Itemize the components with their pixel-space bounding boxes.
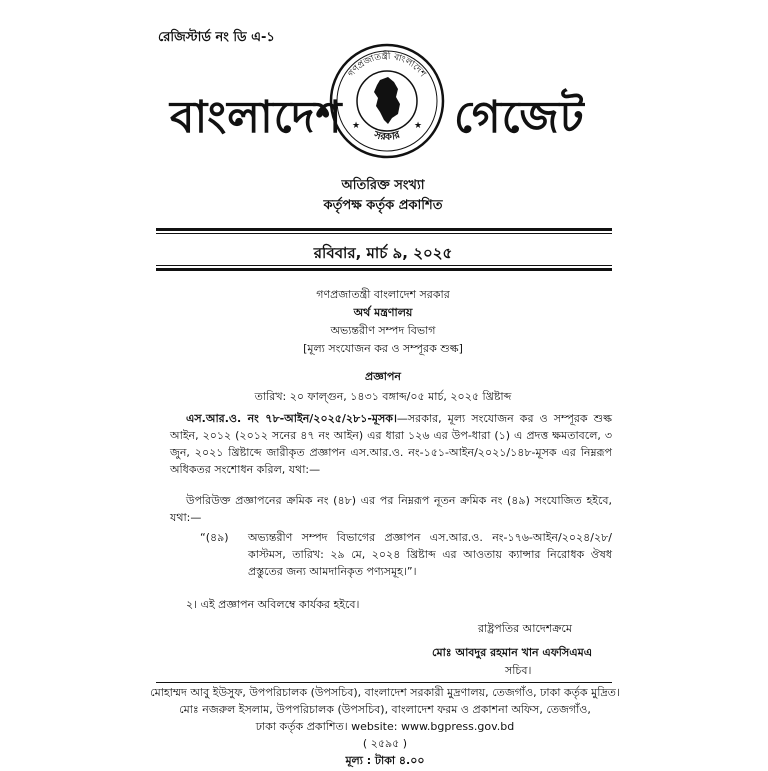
registration-number: রেজিস্টার্ড নং ডি এ-১ [158, 30, 275, 45]
notification-heading: প্রজ্ঞাপন [365, 370, 401, 383]
paragraph-2: উপরিউক্ত প্রজ্ঞাপনের ক্রমিক নং (৪৮) এর পর নিম্নরূপ নূতন ক্রমিক নং (৪৯) সংযোজিত হইবে, যথা:— [170, 494, 612, 524]
signatory-name: মোঃ আবদুর রহমান খান এফসিএমএ [432, 646, 593, 659]
header-rule-top-thin [156, 233, 612, 234]
gazette-date: রবিবার, মার্চ ৯, ২০২৫ [313, 244, 453, 262]
footer-website: ঢাকা কর্তৃক প্রকাশিত। website: www.bgpress.gov.bd [255, 720, 515, 733]
government-seal-logo [328, 42, 446, 160]
svg-text:গণপ্রজাতন্ত্রী বাংলাদেশ [347, 50, 428, 80]
seal-top-text: গণপ্রজাতন্ত্রী বাংলাদেশ [346, 51, 428, 80]
footer-publisher: মোঃ নজরুল ইসলাম, উপপরিচালক (উপসচিব), বাংলাদেশ ফরম ও প্রকাশনা অফিস, তেজগাঁও, [179, 703, 591, 716]
quote-serial: “(৪৯) [200, 531, 229, 544]
gazette-title-right: গেজেট [454, 92, 585, 143]
extra-issue [150, 176, 616, 216]
price: মূল্য : টাকা ৪.০০ [345, 754, 425, 767]
order-line: রাষ্ট্রপতির আদেশক্রমে [478, 622, 572, 635]
published-by: কর্তৃপক্ষ কর্তৃক প্রকাশিত [323, 198, 443, 213]
government-name: গণপ্রজাতন্ত্রী বাংলাদেশ সরকার [316, 288, 450, 301]
paragraph-1-text: —সরকার, মূল্য সংযোজন কর ও সম্পূরক শুল্ক আইন, ২০১২ (২০১২ সনের ৪৭ নং আইন) এর ধারা ১২৬ এর উপ-ধারা (১) এ প্রদত্ত ক্ষমতাবলে, ৩ জুন, ২০২১ খ্রিষ্টাব্দে জারীকৃত প্রজ্ঞাপন এস.আর.ও. নং-১৫১-আইন/২০২১/১৪৮-মূসক এর নিম্নরূপ অধিকতর সংশোধন করিল, যথা:— [170, 412, 612, 476]
bangladesh-map-icon [374, 77, 400, 124]
sro-reference: এস.আর.ও. নং ৭৮-আইন/২০২৫/২৮১-মূসক। [186, 412, 397, 425]
seal-bottom-text: সরকার [372, 129, 402, 144]
notification-date: তারিখ: ২০ ফাল্গুন, ১৪৩১ বঙ্গাব্দ/০৫ মার্চ, ২০২৫ খ্রিষ্টাব্দ [254, 390, 512, 403]
footer-rule [156, 682, 612, 683]
svg-text:★: ★ [352, 121, 361, 131]
footer-printer: মোহাম্মদ আবু ইউসুফ, উপপরিচালক (উপসচিব), বাংলাদেশ সরকারী মুদ্রণালয়, তেজগাঁও, ঢাকা কর্তৃক মুদ্রিত। [150, 686, 620, 699]
page-number: ( ২৫৯৫ ) [362, 737, 408, 750]
subject-bracket: [মূল্য সংযোজন কর ও সম্পূরক শুল্ক] [303, 342, 463, 355]
signatory-designation: সচিব। [505, 664, 532, 677]
paragraph-1 [170, 410, 612, 478]
extra-issue-label: অতিরিক্ত সংখ্যা [341, 178, 425, 193]
paragraph-3: ২। এই প্রজ্ঞাপন অবিলম্বে কার্যকর হইবে। [186, 598, 360, 611]
header-rule-top [156, 228, 612, 231]
quote-text: অভ্যন্তরীণ সম্পদ বিভাগের প্রজ্ঞাপন এস.আর.ও. নং-১৭৬-আইন/২০২৪/২৮/কাস্টমস, তারিখ: ২৯ মে, ২০২৪ খ্রিষ্টাব্দ এর আওতায় ক্যান্সার নিরোধক ঔষধ প্রস্তুতের জন্য আমদানিকৃত পণ্যসমূহ।”। [248, 531, 612, 578]
header-rule-bottom-thin [156, 265, 612, 266]
header-rule-bottom [156, 268, 612, 271]
gazette-title-left: বাংলাদেশ [170, 92, 343, 143]
ministry-name: অর্থ মন্ত্রণালয় [353, 306, 413, 319]
division-name: অভ্যন্তরীণ সম্পদ বিভাগ [330, 324, 436, 337]
svg-text:★: ★ [414, 121, 423, 131]
